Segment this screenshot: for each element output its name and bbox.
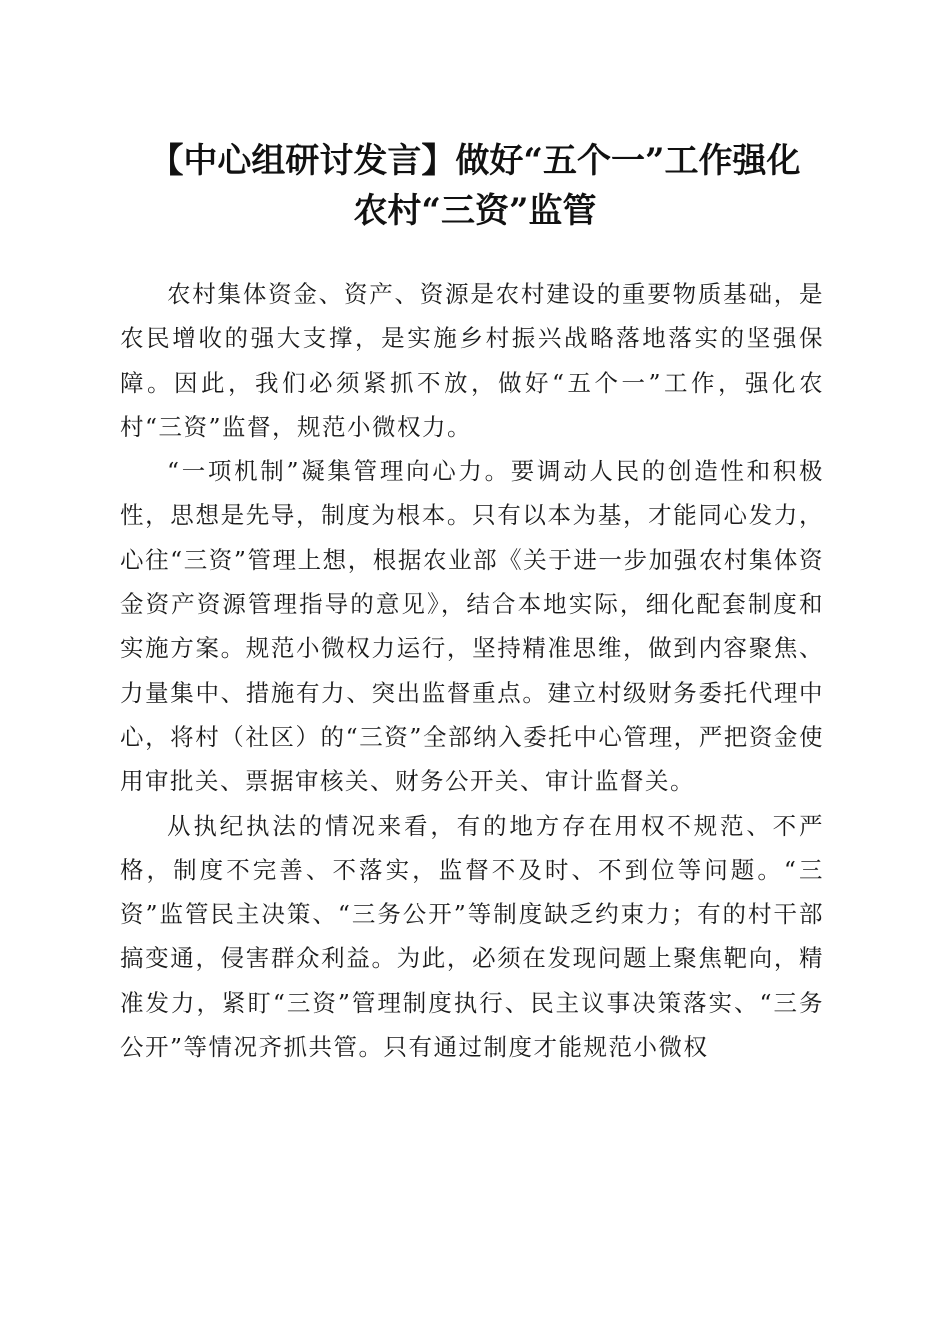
title-line-2: 农村“三资”监管: [353, 191, 597, 231]
paragraph-problems: 从执纪执法的情况来看，有的地方存在用权不规范、不严格，制度不完善、不落实，监督不及时、不到位等问题。“三资”监管民主决策、“三务公开”等制度缺乏约束力；有的村干部搞变通，侵害群众利益。为此，必须在发现问题上聚焦靶向，精准发力，紧盯“三资”管理制度执行、民主议事决策落实、“三务公开”等情况齐抓共管。只有通过制度才能规范小微权: [120, 811, 824, 1062]
document-body: [120, 272, 824, 1069]
paragraph-intro: 农村集体资金、资产、资源是农村建设的重要物质基础，是农民增收的强大支撑，是实施乡村振兴战略落地落实的坚强保障。因此，我们必须紧抓不放，做好“五个一”工作，强化农村“三资”监督，规范小微权力。: [120, 280, 824, 441]
paragraph-mechanism: “一项机制”凝集管理向心力。要调动人民的创造性和积极性，思想是先导，制度为根本。只有以本为基，才能同心发力，心往“三资”管理上想，根据农业部《关于进一步加强农村集体资金资产资源管理指导的意见》，结合本地实际，细化配套制度和实施方案。规范小微权力运行，坚持精准思维，做到内容聚焦、力量集中、措施有力、突出监督重点。建立村级财务委托代理中心，将村（社区）的“三资”全部纳入委托中心管理，严把资金使用审批关、票据审核关、财务公开关、审计监督关。: [120, 457, 824, 796]
document-title: [100, 136, 850, 236]
title-line-1: 【中心组研讨发言】做好“五个一”工作强化: [149, 141, 801, 181]
